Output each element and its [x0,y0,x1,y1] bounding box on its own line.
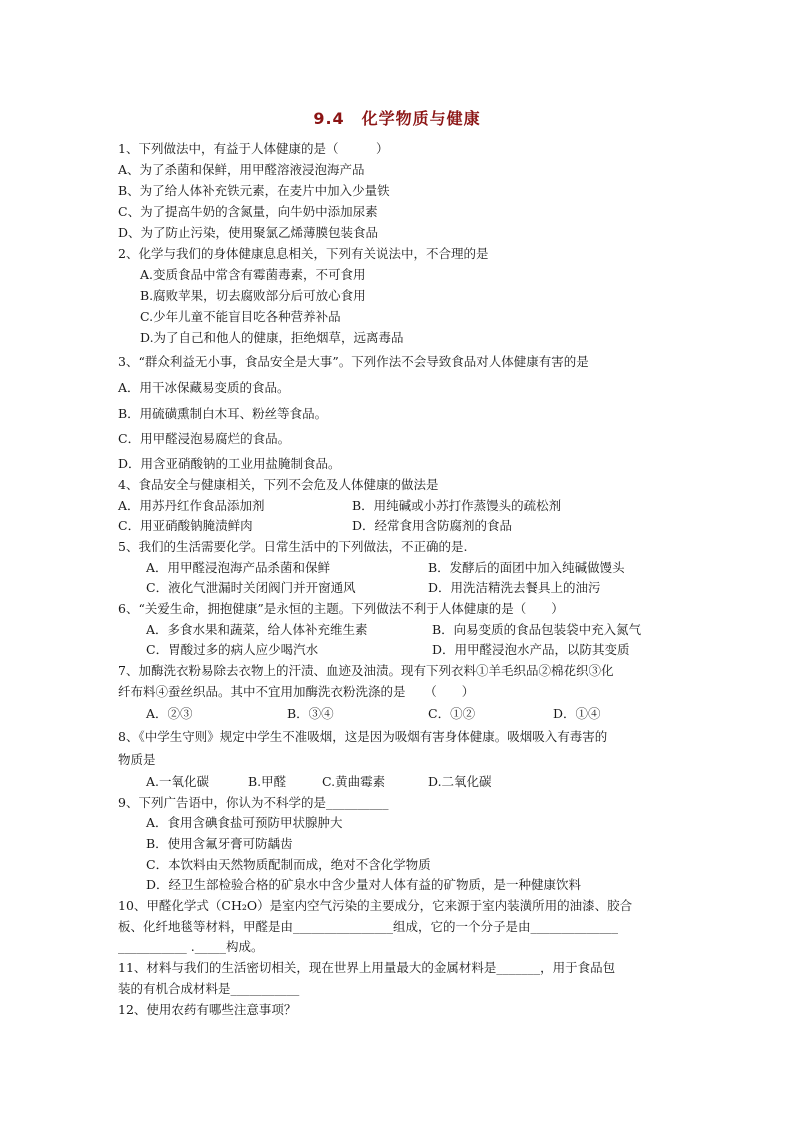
question-6-option-c: C．胃酸过多的病人应少喝汽水 [146,642,319,657]
question-7-stem-line-2: 纤布料④蚕丝织品。其中不宜用加酶洗衣粉洗涤的是 （ ） [118,684,475,699]
question-6-stem: 6、“关爱生命，拥抱健康”是永恒的主题。下列做法不利于人体健康的是（ ） [118,601,564,616]
question-8-option-b: B.甲醛 [248,774,287,789]
question-3-option-b: B．用硫磺熏制白木耳、粉丝等食品。 [118,406,328,421]
question-8-option-d: D.二氧化碳 [428,774,492,789]
question-5-option-d: D．用洗洁精洗去餐具上的油污 [428,580,601,595]
question-4-option-c: C．用亚硝酸钠腌渍鲜肉 [118,518,253,533]
question-1-option-d: D、为了防止污染，使用聚氯乙烯薄膜包装食品 [118,225,379,240]
question-4-option-d: D．经常食用含防腐剂的食品 [352,518,513,533]
question-7-stem-line-1: 7、加酶洗衣粉易除去衣物上的汗渍、血迹及油渍。现有下列衣料①羊毛织品②棉花织③化 [118,663,614,678]
question-5-option-c: C．液化气泄漏时关闭阀门并开窗通风 [146,580,356,595]
question-7-option-d: D．①④ [553,706,601,721]
question-6-option-a: A．多食水果和蔬菜，给人体补充维生素 [146,622,368,637]
question-5-option-b: B．发酵后的面团中加入纯碱做馒头 [428,560,625,575]
question-10-line-1: 10、甲醛化学式（CH₂O）是室内空气污染的主要成分，它来源于室内装潢所用的油漆、胶合 [118,898,633,913]
question-10-line-3: ___________ ._____构成。 [118,939,264,954]
question-3-option-d: D．用含亚硝酸钠的工业用盐腌制食品。 [118,456,341,471]
question-3-stem: 3、“群众利益无小事，食品安全是大事”。下列作法不会导致食品对人体健康有害的是 [118,354,589,369]
question-9-option-d: D．经卫生部检验合格的矿泉水中含少量对人体有益的矿物质，是一种健康饮料 [146,877,582,892]
question-2-option-b: B.腐败苹果，切去腐败部分后可放心食用 [140,288,366,303]
question-1-option-a: A、为了杀菌和保鲜，用甲醛溶液浸泡海产品 [118,162,365,177]
question-7-option-b: B．③④ [287,706,334,721]
question-9-stem: 9、下列广告语中，你认为不科学的是__________ [118,795,389,810]
question-5-stem: 5、我们的生活需要化学。日常生活中的下列做法，不正确的是. [118,539,468,554]
question-11-line-2: 装的有机合成材料是___________ [118,981,300,996]
question-2-option-d: D.为了自己和他人的健康，拒绝烟草，远离毒品 [140,330,404,345]
question-2-option-a: A.变质食品中常含有霉菌毒素，不可食用 [140,267,366,282]
question-3-option-a: A．用干冰保藏易变质的食品。 [118,380,290,395]
question-2-option-c: C.少年儿童不能盲目吃各种营养补品 [140,309,341,324]
question-6-option-d: D．用甲醛浸泡水产品，以防其变质 [432,642,630,657]
question-6-option-b: B．向易变质的食品包装袋中充入氮气 [432,622,642,637]
question-12-stem: 12、使用农药有哪些注意事项？ [118,1002,297,1017]
question-9-option-a: A．食用含碘食盐可预防甲状腺肿大 [146,815,343,830]
question-8-option-a: A.一氧化碳 [146,774,210,789]
question-5-option-a: A．用甲醛浸泡海产品杀菌和保鲜 [146,560,331,575]
question-1-option-b: B、为了给人体补充铁元素，在麦片中加入少量铁 [118,183,390,198]
question-9-option-b: B．使用含氟牙膏可防龋齿 [146,836,293,851]
question-11-line-1: 11、材料与我们的生活密切相关，现在世界上用量最大的金属材料是_______，用于食品包 [118,960,616,975]
question-4-option-b: B．用纯碱或小苏打作蒸馒头的疏松剂 [352,498,562,513]
question-9-option-c: C．本饮料由天然物质配制而成，绝对不含化学物质 [146,857,431,872]
question-8-option-c: C.黄曲霉素 [322,774,386,789]
question-7-option-a: A．②③ [146,706,193,721]
question-10-line-2: 板、化纤地毯等材料，甲醛是由________________组成，它的一个分子是由______________ [118,919,619,934]
question-8-stem-line-2: 物质是 [118,752,156,767]
question-7-option-c: C．①② [428,706,476,721]
question-3-option-c: C．用甲醛浸泡易腐烂的食品。 [118,431,291,446]
question-4-stem: 4、食品安全与健康相关，下列不会危及人体健康的做法是 [118,477,439,492]
question-1-stem: 1、下列做法中，有益于人体健康的是（ ） [118,141,389,156]
question-8-stem-line-1: 8、《中学生守则》规定中学生不准吸烟，这是因为吸烟有害身体健康。吸烟吸入有毒害的 [118,729,608,744]
question-4-option-a: A．用苏丹红作食品添加剂 [118,498,265,513]
page-title: 9.4 化学物质与健康 [313,109,481,128]
question-1-option-c: C、为了提高牛奶的含氮量，向牛奶中添加尿素 [118,204,378,219]
question-2-stem: 2、化学与我们的身体健康息息相关，下列有关说法中，不合理的是 [118,246,489,261]
